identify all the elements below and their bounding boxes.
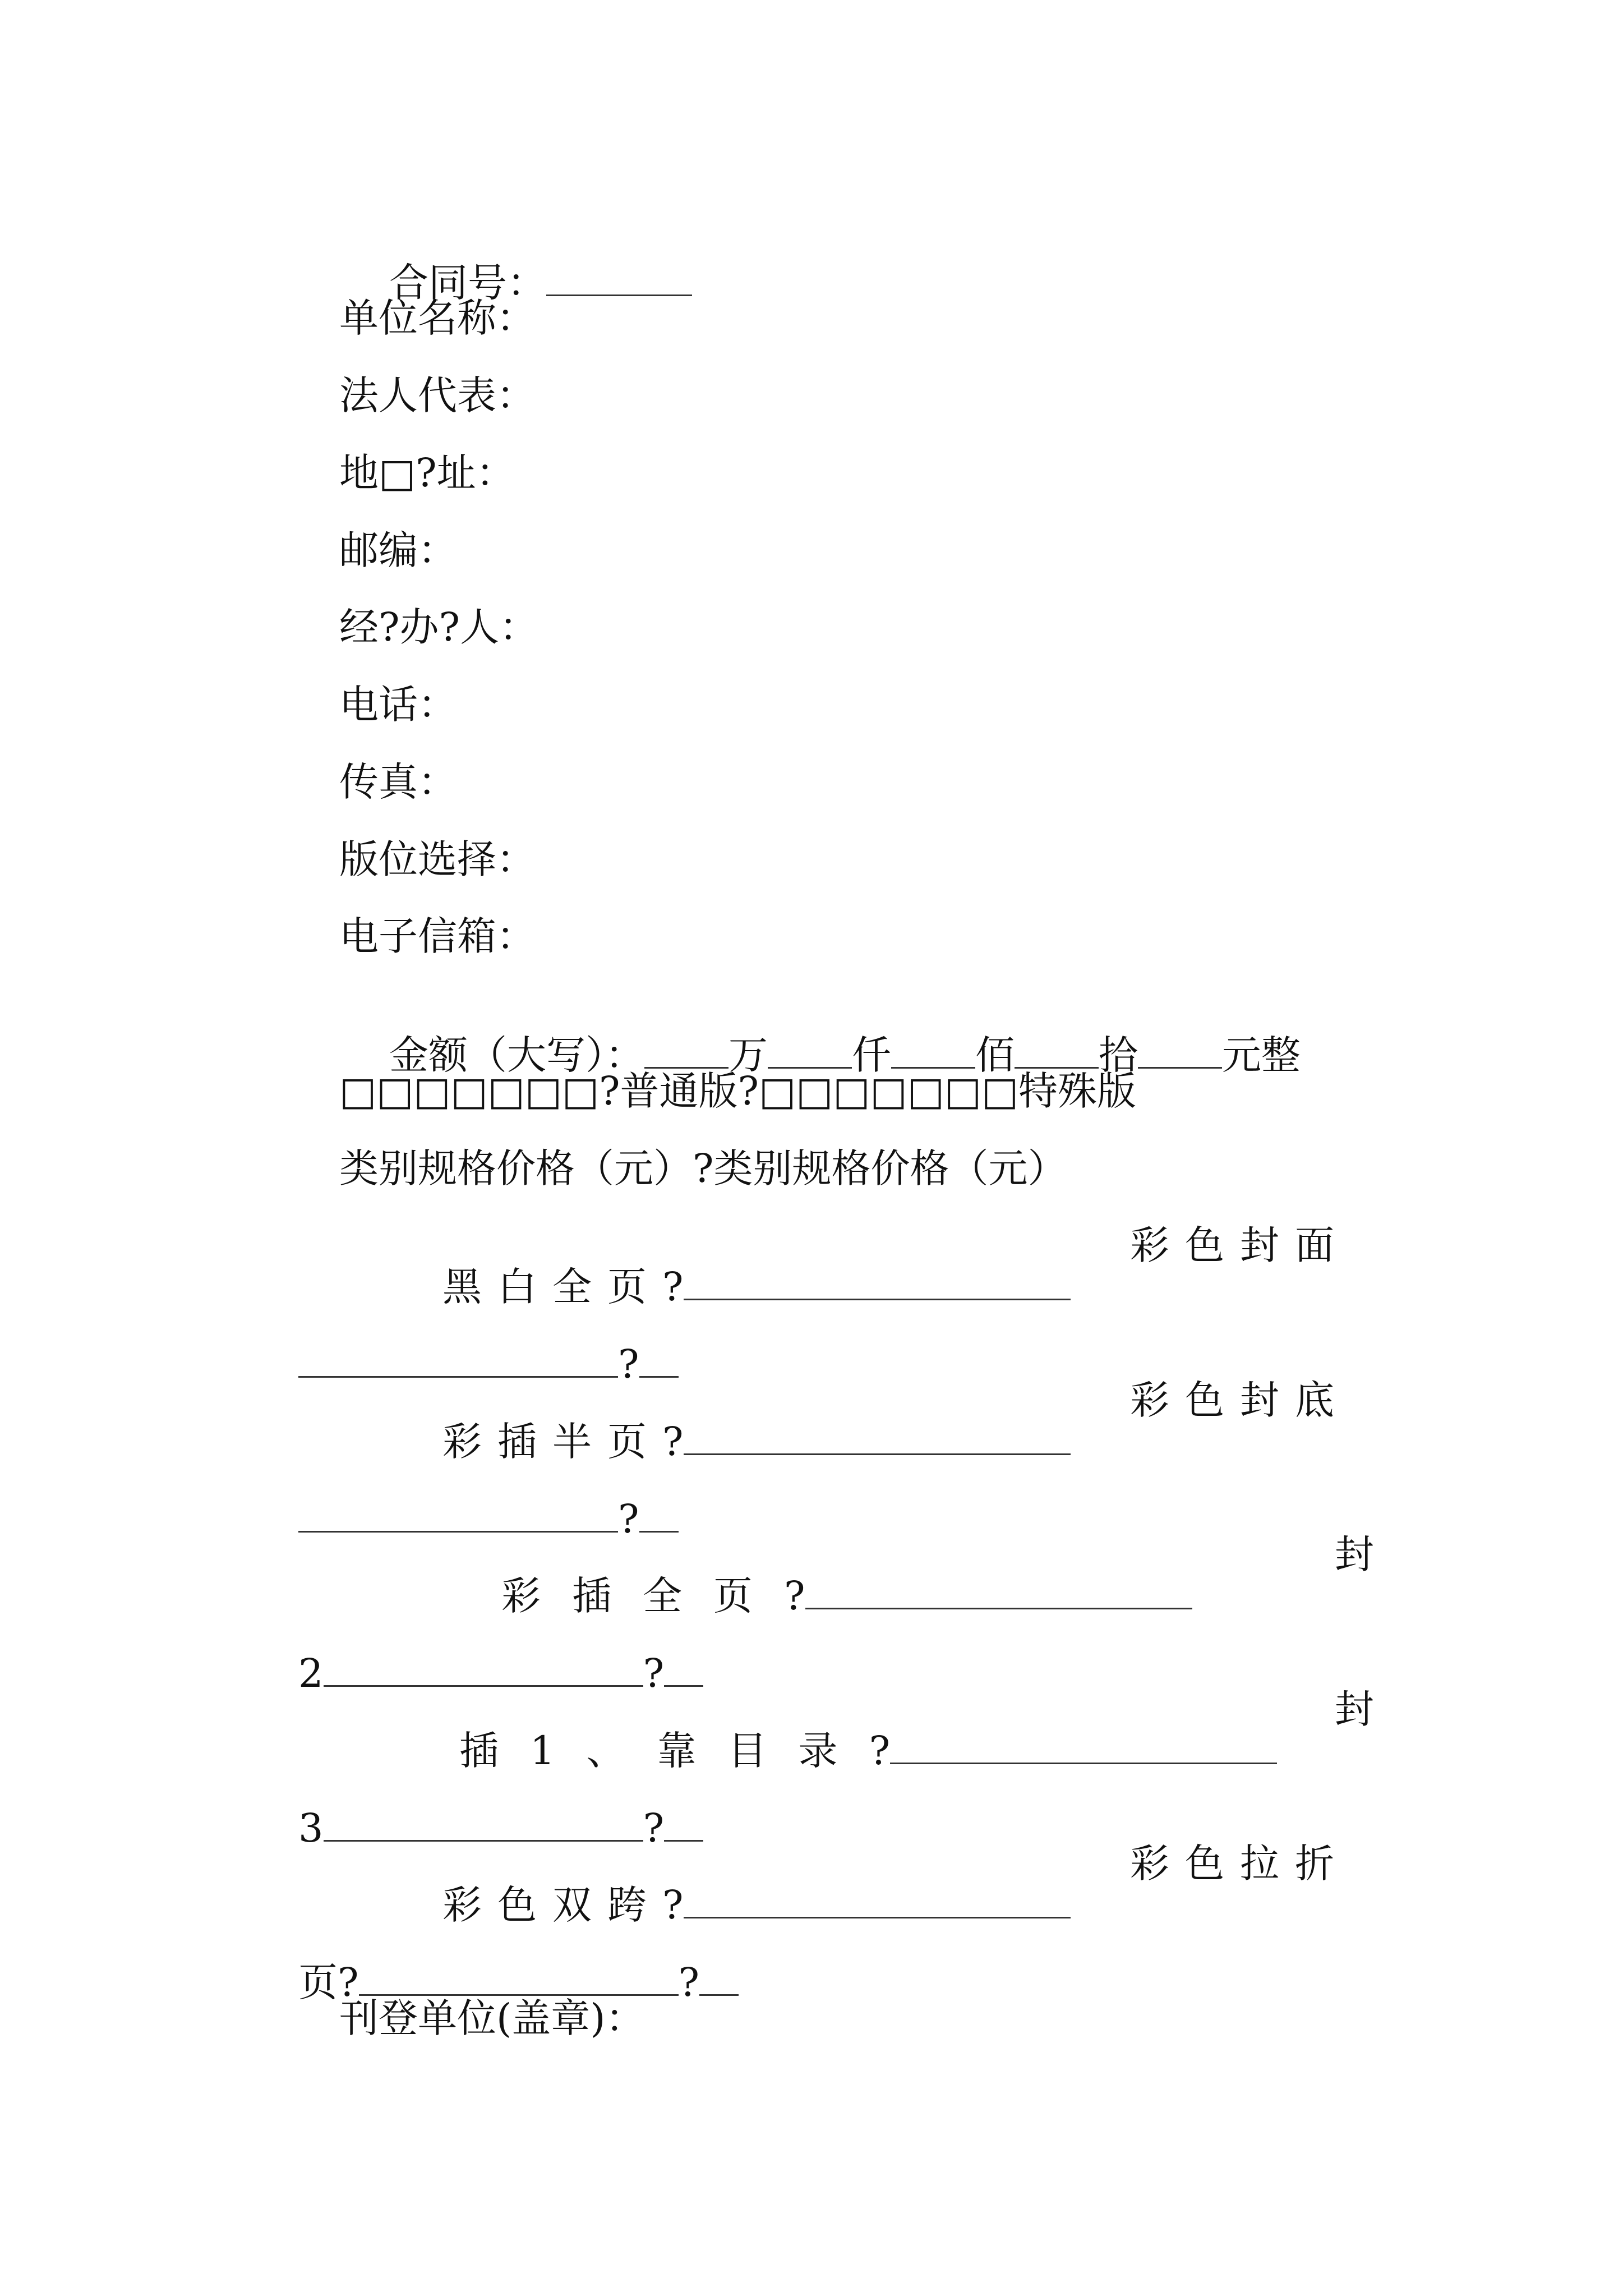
handler-label: 经?办?人： [339,604,539,650]
row-blank [684,1265,1071,1300]
row-sep: ? [869,1728,891,1774]
amount-unit: 拾 [1099,1032,1138,1078]
row-blank [298,1497,618,1533]
row-right-label: 彩色拉折 [1130,1841,1350,1887]
row-cont-text: 2 [298,1650,324,1696]
row-tail: ? [678,1959,700,2005]
row-sep: ? [662,1419,684,1465]
row-blank [324,1651,643,1687]
amount-blank [768,1033,852,1069]
phone-label: 电话： [339,682,457,728]
row-blank [664,1651,703,1687]
email-label: 电子信箱： [339,913,536,959]
row-blank [324,1806,643,1842]
row-right-label: 彩色封底 [1130,1377,1350,1423]
row-tail: ? [618,1496,639,1542]
row-sep: ? [784,1573,805,1619]
row-blank [805,1574,1192,1609]
row-blank [664,1806,703,1842]
amount-blank [891,1033,975,1069]
contract-no-label: 合同号： [389,260,547,306]
amount-blank [644,1033,728,1069]
postcode-label: 邮编： [339,527,457,573]
row-blank [699,1961,739,1996]
fax-label: 传真： [339,759,457,805]
row-blank [639,1497,679,1533]
row-blank [890,1729,1277,1764]
row-left-label: 黑白全页 [442,1264,663,1310]
row-blank [359,1961,679,1996]
amount-unit: 佰 [975,1032,1015,1078]
unit-name-label: 单位名称： [339,295,536,341]
row-cont-text: 页? [298,1959,359,2005]
row-blank [639,1342,679,1378]
amount-unit: 元整 [1222,1032,1301,1078]
amount-unit: 仟 [852,1032,892,1078]
amount-blank [1015,1033,1099,1069]
row-cont-text: 3 [298,1805,324,1851]
row-sep: ? [662,1264,684,1310]
amount-label: 金额（大写）： [389,1032,645,1078]
layout-choice-label: 版位选择： [339,836,536,882]
row-tail: ? [643,1650,665,1696]
row-left-label: 彩插半页 [442,1419,663,1465]
row-blank [298,1342,618,1378]
row-right-label: 封 [1335,1531,1374,1577]
row-left-label: 彩色双跨 [442,1882,663,1928]
row-tail: ? [618,1341,639,1387]
table-header-line: 类别规格价格（元）?类别规格价格（元） [339,1145,1067,1191]
row-right-label: 封 [1335,1686,1374,1732]
row-sep: ? [662,1882,684,1928]
address-label: 地□?址： [339,450,515,496]
row-blank [684,1420,1071,1455]
row-left-label: 插1、靠目录 [459,1728,869,1774]
row-right-label: 彩色封面 [1130,1222,1350,1268]
row-left-label: 彩插全页 [501,1573,785,1619]
row-tail: ? [643,1805,665,1851]
amount-blank [1138,1033,1222,1069]
row-blank [684,1883,1071,1918]
amount-unit: 万 [728,1032,768,1078]
versions-line: □□□□□□□?普通版?□□□□□□□特殊版 [339,1068,1136,1114]
contract-no-blank [546,261,692,296]
seal-label: 刊登单位(盖章)： [339,1995,645,2041]
legal-rep-label: 法人代表： [339,372,536,418]
